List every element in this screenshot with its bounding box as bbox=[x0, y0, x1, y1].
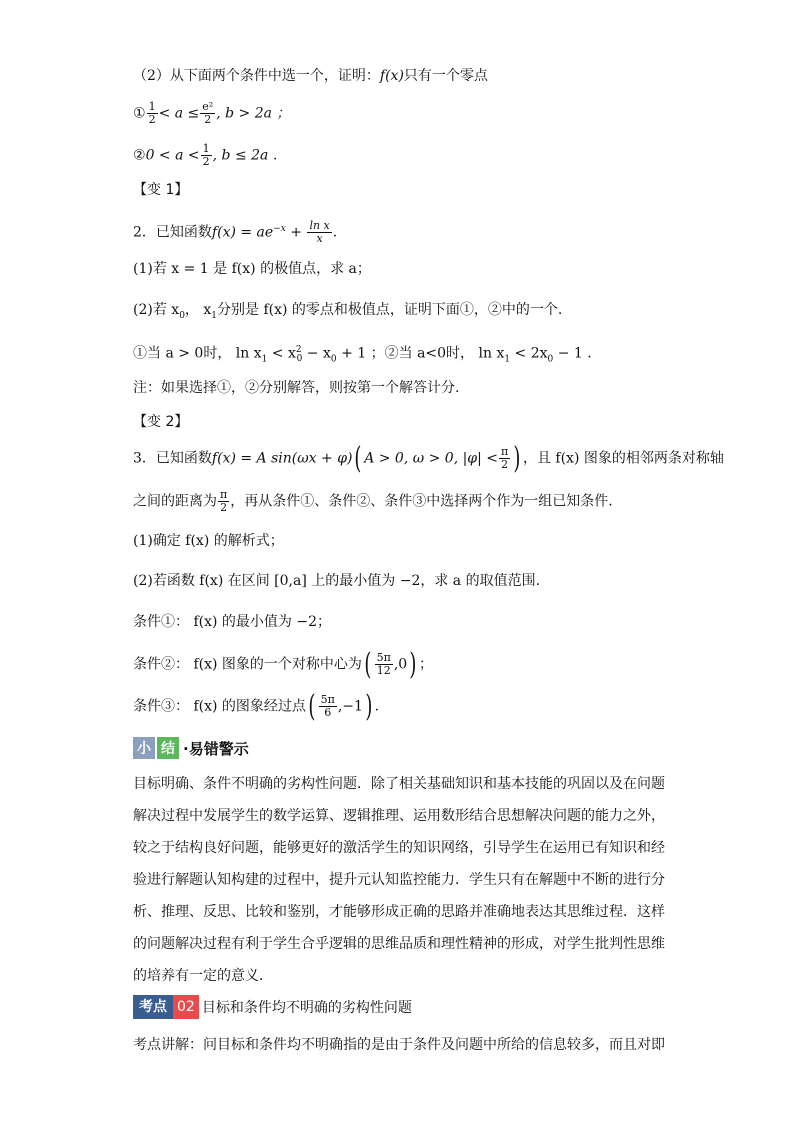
summary-header bbox=[133, 737, 249, 759]
variant-2-q2: (2)若函数 f(x) 在区间 [0,a] 上的最小值为 −2，求 a 的取值范围. bbox=[133, 573, 541, 589]
condition-2: 条件②： f(x) 图象的一个对称中心为( $\frac{5\pi}{12}$ ,0) ； bbox=[133, 646, 433, 682]
variant-2-heading: 【变 2】 bbox=[133, 414, 189, 430]
variant-1-stem: 2．已知函数$f(x) = ae^{-x}$ + $\frac{\text{ln x}}{x}$ . bbox=[133, 219, 338, 246]
summary-tile-1: 小 bbox=[133, 737, 155, 759]
fraction: $\frac{5\pi}{12}$ bbox=[376, 651, 391, 677]
kaodian-number: 02 bbox=[173, 995, 199, 1019]
condition-3: 条件③： f(x) 的图象经过点( $\frac{5\pi}{6}$ ,−1) . bbox=[133, 688, 380, 724]
fraction: $\frac{\text{ln x}}{x}$ bbox=[309, 219, 330, 246]
variant-1-q1: (1)若 x = 1 是 f(x) 的极值点，求 a； bbox=[133, 261, 371, 277]
fraction: $\frac{\text{e²}}{2}$ bbox=[202, 100, 214, 126]
fraction: $\frac{1}{2}$ bbox=[148, 100, 156, 126]
option-1-line: ① $\frac{1}{2}$ < a ≤ $\frac{\text{e²}}{2}$ , b > 2a ； bbox=[133, 100, 291, 126]
variant-1-heading: 【变 1】 bbox=[133, 182, 189, 198]
fx-symbol: f(x) bbox=[379, 68, 404, 84]
part2-line: （2）从下面两个条件中选一个，证明：f(x)只有一个零点 bbox=[133, 68, 488, 84]
kaodian-title: 目标和条件均不明确的劣构性问题 bbox=[201, 1000, 412, 1016]
variant-1-conditions: ①当 a > 0时， $\ln x_1 < x^2_0 - x_0 + 1$ ；②当 a<0时， $\ln x_1 < 2x_0 - 1$ . bbox=[133, 345, 592, 365]
condition-1: 条件①： f(x) 的最小值为 −2； bbox=[133, 614, 331, 630]
fraction: $\frac{\pi}{2}$ bbox=[220, 488, 228, 514]
fraction: $\frac{\pi}{2}$ bbox=[501, 445, 509, 471]
variant-1-q2: (2)若 $x_0$， $x_1$分别是 f(x) 的零点和极值点，证明下面①，②中的一个. bbox=[133, 302, 563, 321]
variant-2-line2: 之间的距离为 $\frac{\pi}{2}$ ，再从条件①、条件②、条件③中选择两个作为一组已知条件. bbox=[133, 488, 613, 514]
variant-2-q1: (1)确定 f(x) 的解析式； bbox=[133, 533, 284, 549]
option-2-line: ②0 < a < $\frac{1}{2}$ , b ≤ 2a . bbox=[133, 142, 278, 168]
kaodian-header bbox=[133, 995, 412, 1019]
fraction: $\frac{1}{2}$ bbox=[202, 142, 210, 168]
variant-1-note: 注：如果选择①，②分别解答，则按第一个解答计分. bbox=[133, 380, 460, 396]
summary-label: ·易错警示 bbox=[183, 739, 249, 758]
fraction: $\frac{5\pi}{6}$ bbox=[320, 693, 335, 719]
summary-tile-2: 结 bbox=[157, 737, 179, 759]
summary-paragraph: 目标明确、条件不明确的劣构性问题．除了相关基础知识和基本技能的巩固以及在问题解决过程中发展学生的数学运算、逻辑推理、运用数形结合思想解决问题的能力之外，较之于结构良好问题，能够更好的激活学生的知识网络，引导学生在运用已有知识和经验进行解题认知构建的过程中，提升元认知监控能力．学生只有在解题中不断的进行分析、推理、反思、比较和鉴别，才能够形成正确的思路并准确地表达其思维过程．这样的问题解决过程有利于学生合乎逻辑的思维品质和理性精神的形成，对学生批判性思维的培养有一定的意义． bbox=[133, 776, 665, 984]
kaodian-tag: 考点 bbox=[133, 995, 173, 1019]
kaodian-intro: 考点讲解：问目标和条件均不明确指的是由于条件及问题中所给的信息较多，而且对即 bbox=[133, 1037, 665, 1053]
variant-2-stem: 3．已知函数f(x) = A sin(ωx + φ)( A > 0, ω > 0, |φ| < $\frac{\pi}{2}$ ) ，且 f(x) 图象的相邻两条对称轴 bbox=[133, 440, 724, 476]
